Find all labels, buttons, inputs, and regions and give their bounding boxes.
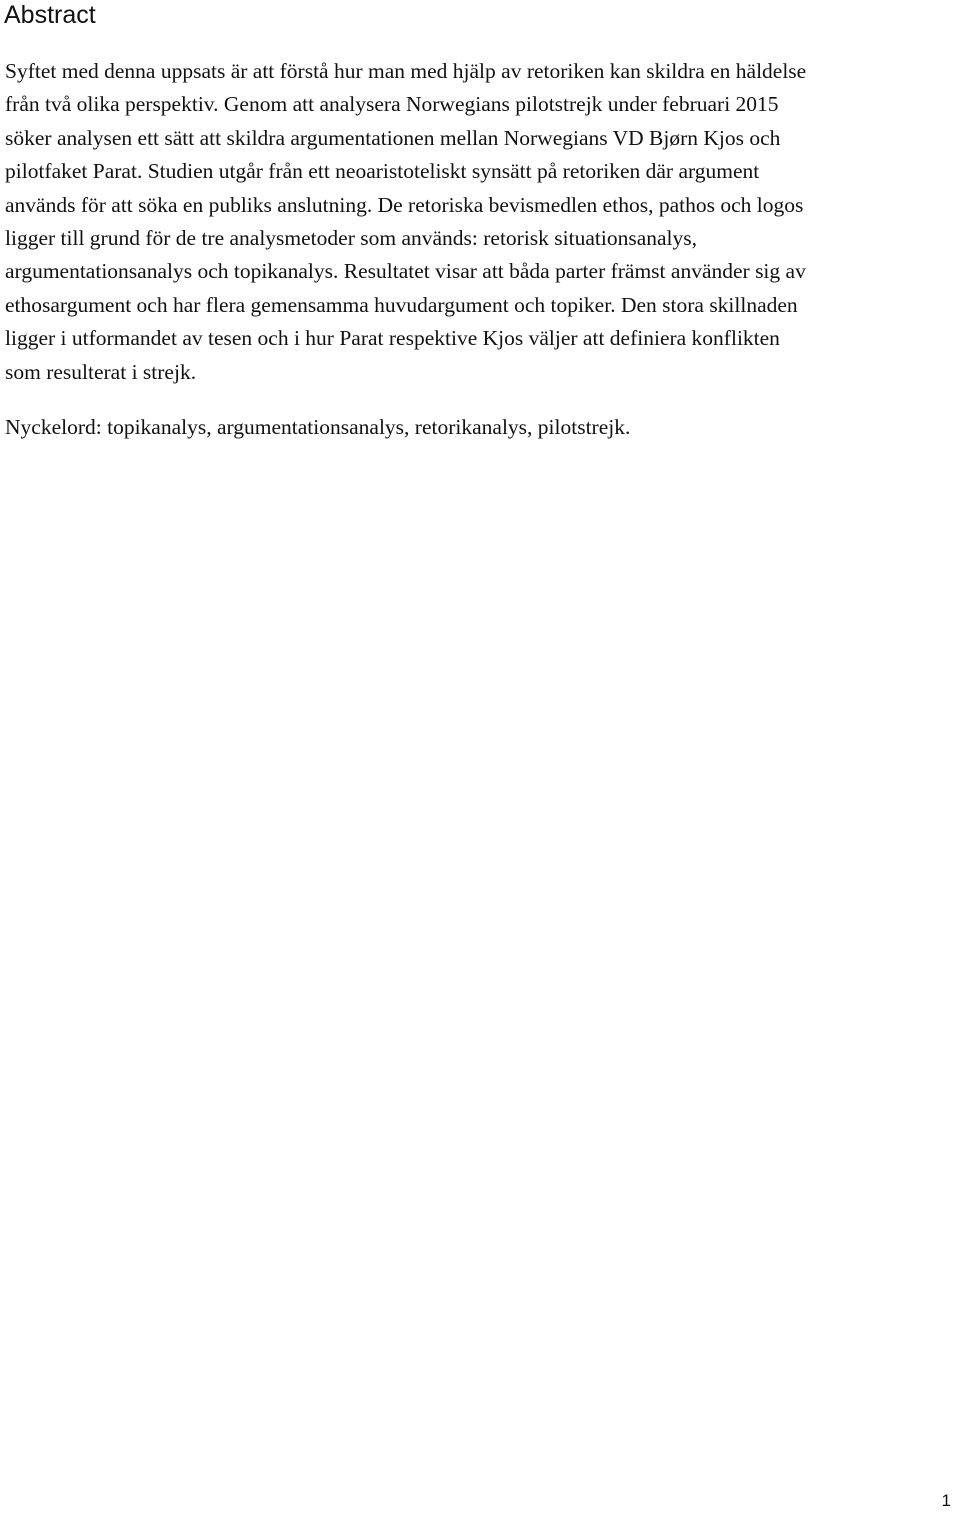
abstract-line: söker analysen ett sätt att skildra argumentationen mellan Norwegians VD Bjørn Kjos och [5, 125, 781, 150]
abstract-line: används för att söka en publiks anslutning. De retoriska bevismedlen ethos, pathos och logos [5, 192, 804, 217]
abstract-line: ethosargument och har flera gemensamma huvudargument och topiker. Den stora skillnaden [5, 292, 798, 317]
abstract-line: argumentationsanalys och topikanalys. Resultatet visar att båda parter främst använder sig av [5, 259, 806, 284]
abstract-paragraph [5, 55, 957, 389]
abstract-line: Syftet med denna uppsats är att förstå hur man med hjälp av retoriken kan skildra en häldelse [5, 59, 807, 83]
page-number: 1 [941, 1491, 951, 1510]
abstract-line: pilotfaket Parat. Studien utgår från ett neoaristoteliskt synsätt på retoriken där argument [5, 159, 760, 184]
abstract-line: från två olika perspektiv. Genom att analysera Norwegians pilotstrejk under februari 2015 [5, 92, 779, 117]
keywords-line: Nyckelord: topikanalys, argumentationsanalys, retorikanalys, pilotstrejk. [5, 415, 631, 439]
abstract-line: ligger i utformandet av tesen och i hur Parat respektive Kjos väljer att definiera konflikten [5, 326, 780, 351]
abstract-line: ligger till grund för de tre analysmetoder som används: retorisk situationsanalys, [5, 226, 698, 251]
abstract-line: som resulterat i strejk. [5, 359, 197, 384]
abstract-heading: Abstract [4, 1, 96, 29]
